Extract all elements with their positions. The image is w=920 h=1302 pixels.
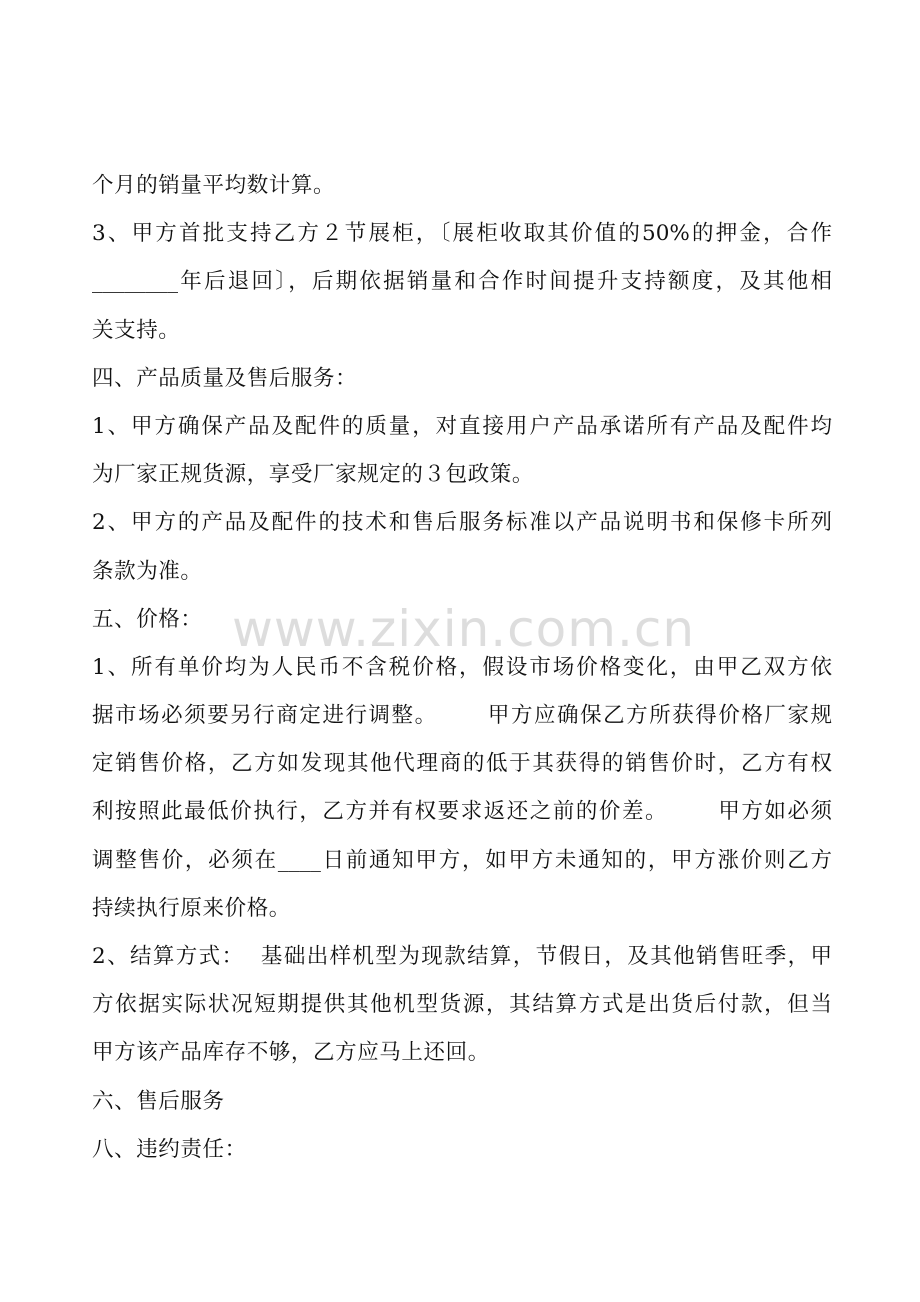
section-heading: 五、价格： xyxy=(92,606,203,632)
text-line: 为厂家正规货源，享受厂家规定的３包政策。 xyxy=(92,462,535,488)
text-line: 持续执行原来价格。 xyxy=(92,895,291,921)
text-line: 条款为准。 xyxy=(92,558,203,584)
document-body xyxy=(92,162,832,1174)
text-line: 2、结算方式： 基础出样机型为现款结算，节假日，及其他销售旺季，甲 xyxy=(92,944,832,969)
text-line: 个月的销量平均数计算。 xyxy=(92,173,336,198)
text-line: ________年后退回〕，后期依据销量和合作时间提升支持额度，及其他相 xyxy=(92,269,832,295)
text-line: 据市场必须要另行商定进行调整。 甲方应确保乙方所获得价格厂家规 xyxy=(92,703,832,729)
text-line: 1、甲方确保产品及配件的质量，对直接用户产品承诺所有产品及配件均 xyxy=(92,413,832,439)
text-line: 甲方该产品库存不够，乙方应马上还回。 xyxy=(92,1040,490,1066)
text-line: 1、所有单价均为人民币不含税价格，假设市场价格变化，由甲乙双方依 xyxy=(92,654,832,680)
text-line: 3、甲方首批支持乙方２节展柜，〔展柜收取其价值的50%的押金，合作 xyxy=(92,221,832,247)
text-line: 方依据实际状况短期提供其他机型货源，其结算方式是出货后付款，但当 xyxy=(92,992,832,1018)
section-heading: 八、违约责任： xyxy=(92,1136,247,1162)
text-line: 关支持。 xyxy=(92,317,181,343)
text-line: 定销售价格，乙方如发现其他代理商的低于其获得的销售价时，乙方有权 xyxy=(92,751,832,777)
section-heading: 六、售后服务 xyxy=(92,1088,225,1114)
watermark: www.zixin.com.cn xyxy=(232,600,696,658)
text-line: 2、甲方的产品及配件的技术和售后服务标准以产品说明书和保修卡所列 xyxy=(92,510,832,536)
text-line: 利按照此最低价执行，乙方并有权要求返还之前的价差。 甲方如必须 xyxy=(92,799,832,825)
section-heading: 四、产品质量及售后服务： xyxy=(92,365,358,391)
text-line: 调整售价，必须在____日前通知甲方，如甲方未通知的，甲方涨价则乙方 xyxy=(92,847,832,873)
